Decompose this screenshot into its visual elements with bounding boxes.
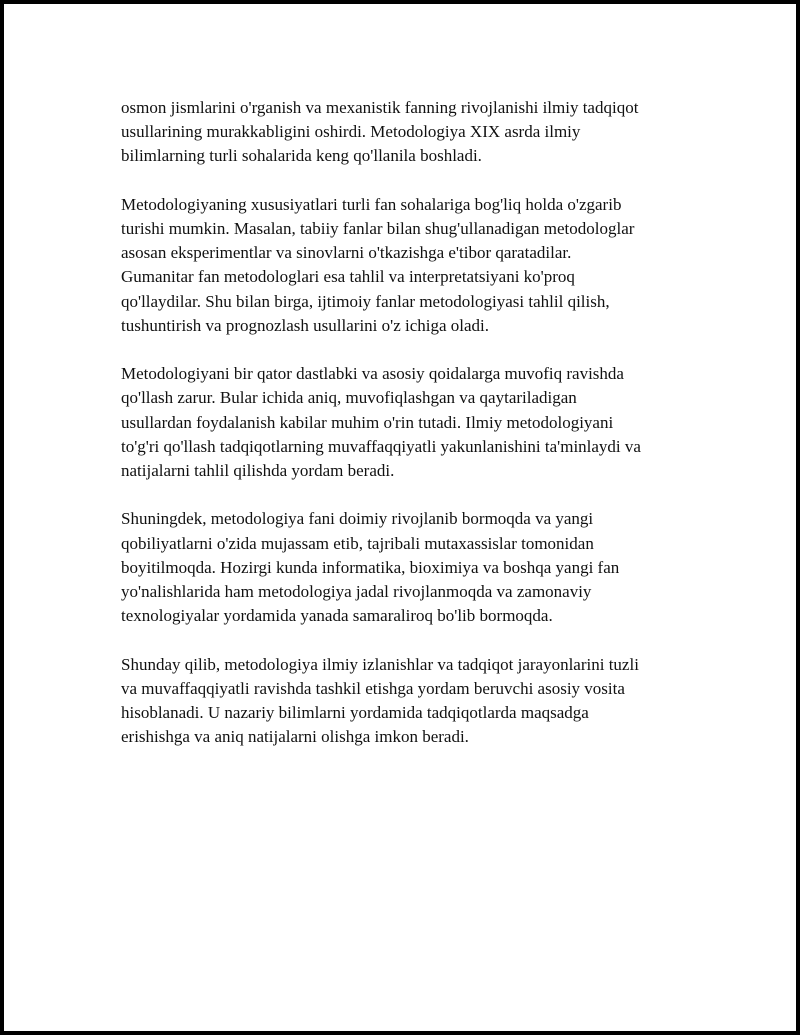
text-line: natijalarni tahlil qilishda yordam beradi. (121, 461, 395, 481)
text-line: qo'llaydilar. Shu bilan birga, ijtimoiy fanlar metodologiyasi tahlil qilish, (121, 291, 610, 311)
text-line: erishishga va aniq natijalarni olishga imkon beradi. (121, 727, 469, 747)
document-body (121, 96, 711, 774)
text-line: yo'nalishlarida ham metodologiya jadal rivojlanmoqda va zamonaviy (121, 582, 592, 602)
text-line: tushuntirish va prognozlash usullarini o'z ichiga oladi. (121, 315, 490, 335)
text-line: Metodologiyaning xususiyatlari turli fan sohalariga bog'liq holda o'zgarib (121, 194, 622, 214)
text-line: bilimlarning turli sohalarida keng qo'llanila boshladi. (121, 146, 482, 166)
text-line: asosan eksperimentlar va sinovlarni o'tkazishga e'tibor qaratadilar. (121, 243, 572, 263)
text-line: osmon jismlarini o'rganish va mexanistik fanning rivojlanishi ilmiy tadqiqot (121, 98, 639, 117)
paragraph-5 (121, 653, 711, 750)
text-line: Metodologiyani bir qator dastlabki va asosiy qoidalarga muvofiq ravishda (121, 364, 624, 384)
text-line: usullarining murakkabligini oshirdi. Metodologiya XIX asrda ilmiy (121, 122, 581, 142)
text-line: usullardan foydalanish kabilar muhim o'rin tutadi. Ilmiy metodologiyani (121, 412, 614, 432)
text-line: qo'llash zarur. Bular ichida aniq, muvofiqlashgan va qaytariladigan (121, 388, 577, 408)
text-line: turishi mumkin. Masalan, tabiiy fanlar bilan shug'ullanadigan metodologlar (121, 219, 635, 238)
text-line: to'g'ri qo'llash tadqiqotlarning muvaffaqqiyatli yakunlanishini ta'minlaydi va (121, 436, 641, 456)
paragraph-4 (121, 507, 711, 628)
paragraph-1 (121, 96, 711, 169)
text-line: boyitilmoqda. Hozirgi kunda informatika, bioximiya va boshqa yangi fan (121, 557, 620, 577)
text-line: Gumanitar fan metodologlari esa tahlil va interpretatsiyani ko'proq (121, 267, 575, 287)
text-line: qobiliyatlarni o'zida mujassam etib, tajribali mutaxassislar tomonidan (121, 533, 594, 553)
text-line: Shuningdek, metodologiya fani doimiy rivojlanib bormoqda va yangi (121, 509, 594, 529)
text-line: Shunday qilib, metodologiya ilmiy izlanishlar va tadqiqot jarayonlarini tuzli (121, 654, 639, 674)
text-line: texnologiyalar yordamida yanada samaraliroq bo'lib bormoqda. (121, 606, 553, 626)
text-line: va muvaffaqqiyatli ravishda tashkil etishga yordam beruvchi asosiy vosita (121, 678, 625, 698)
paragraph-3 (121, 362, 711, 483)
text-line: hisoblanadi. U nazariy bilimlarni yordamida tadqiqotlarda maqsadga (121, 703, 589, 723)
paragraph-2 (121, 193, 711, 338)
